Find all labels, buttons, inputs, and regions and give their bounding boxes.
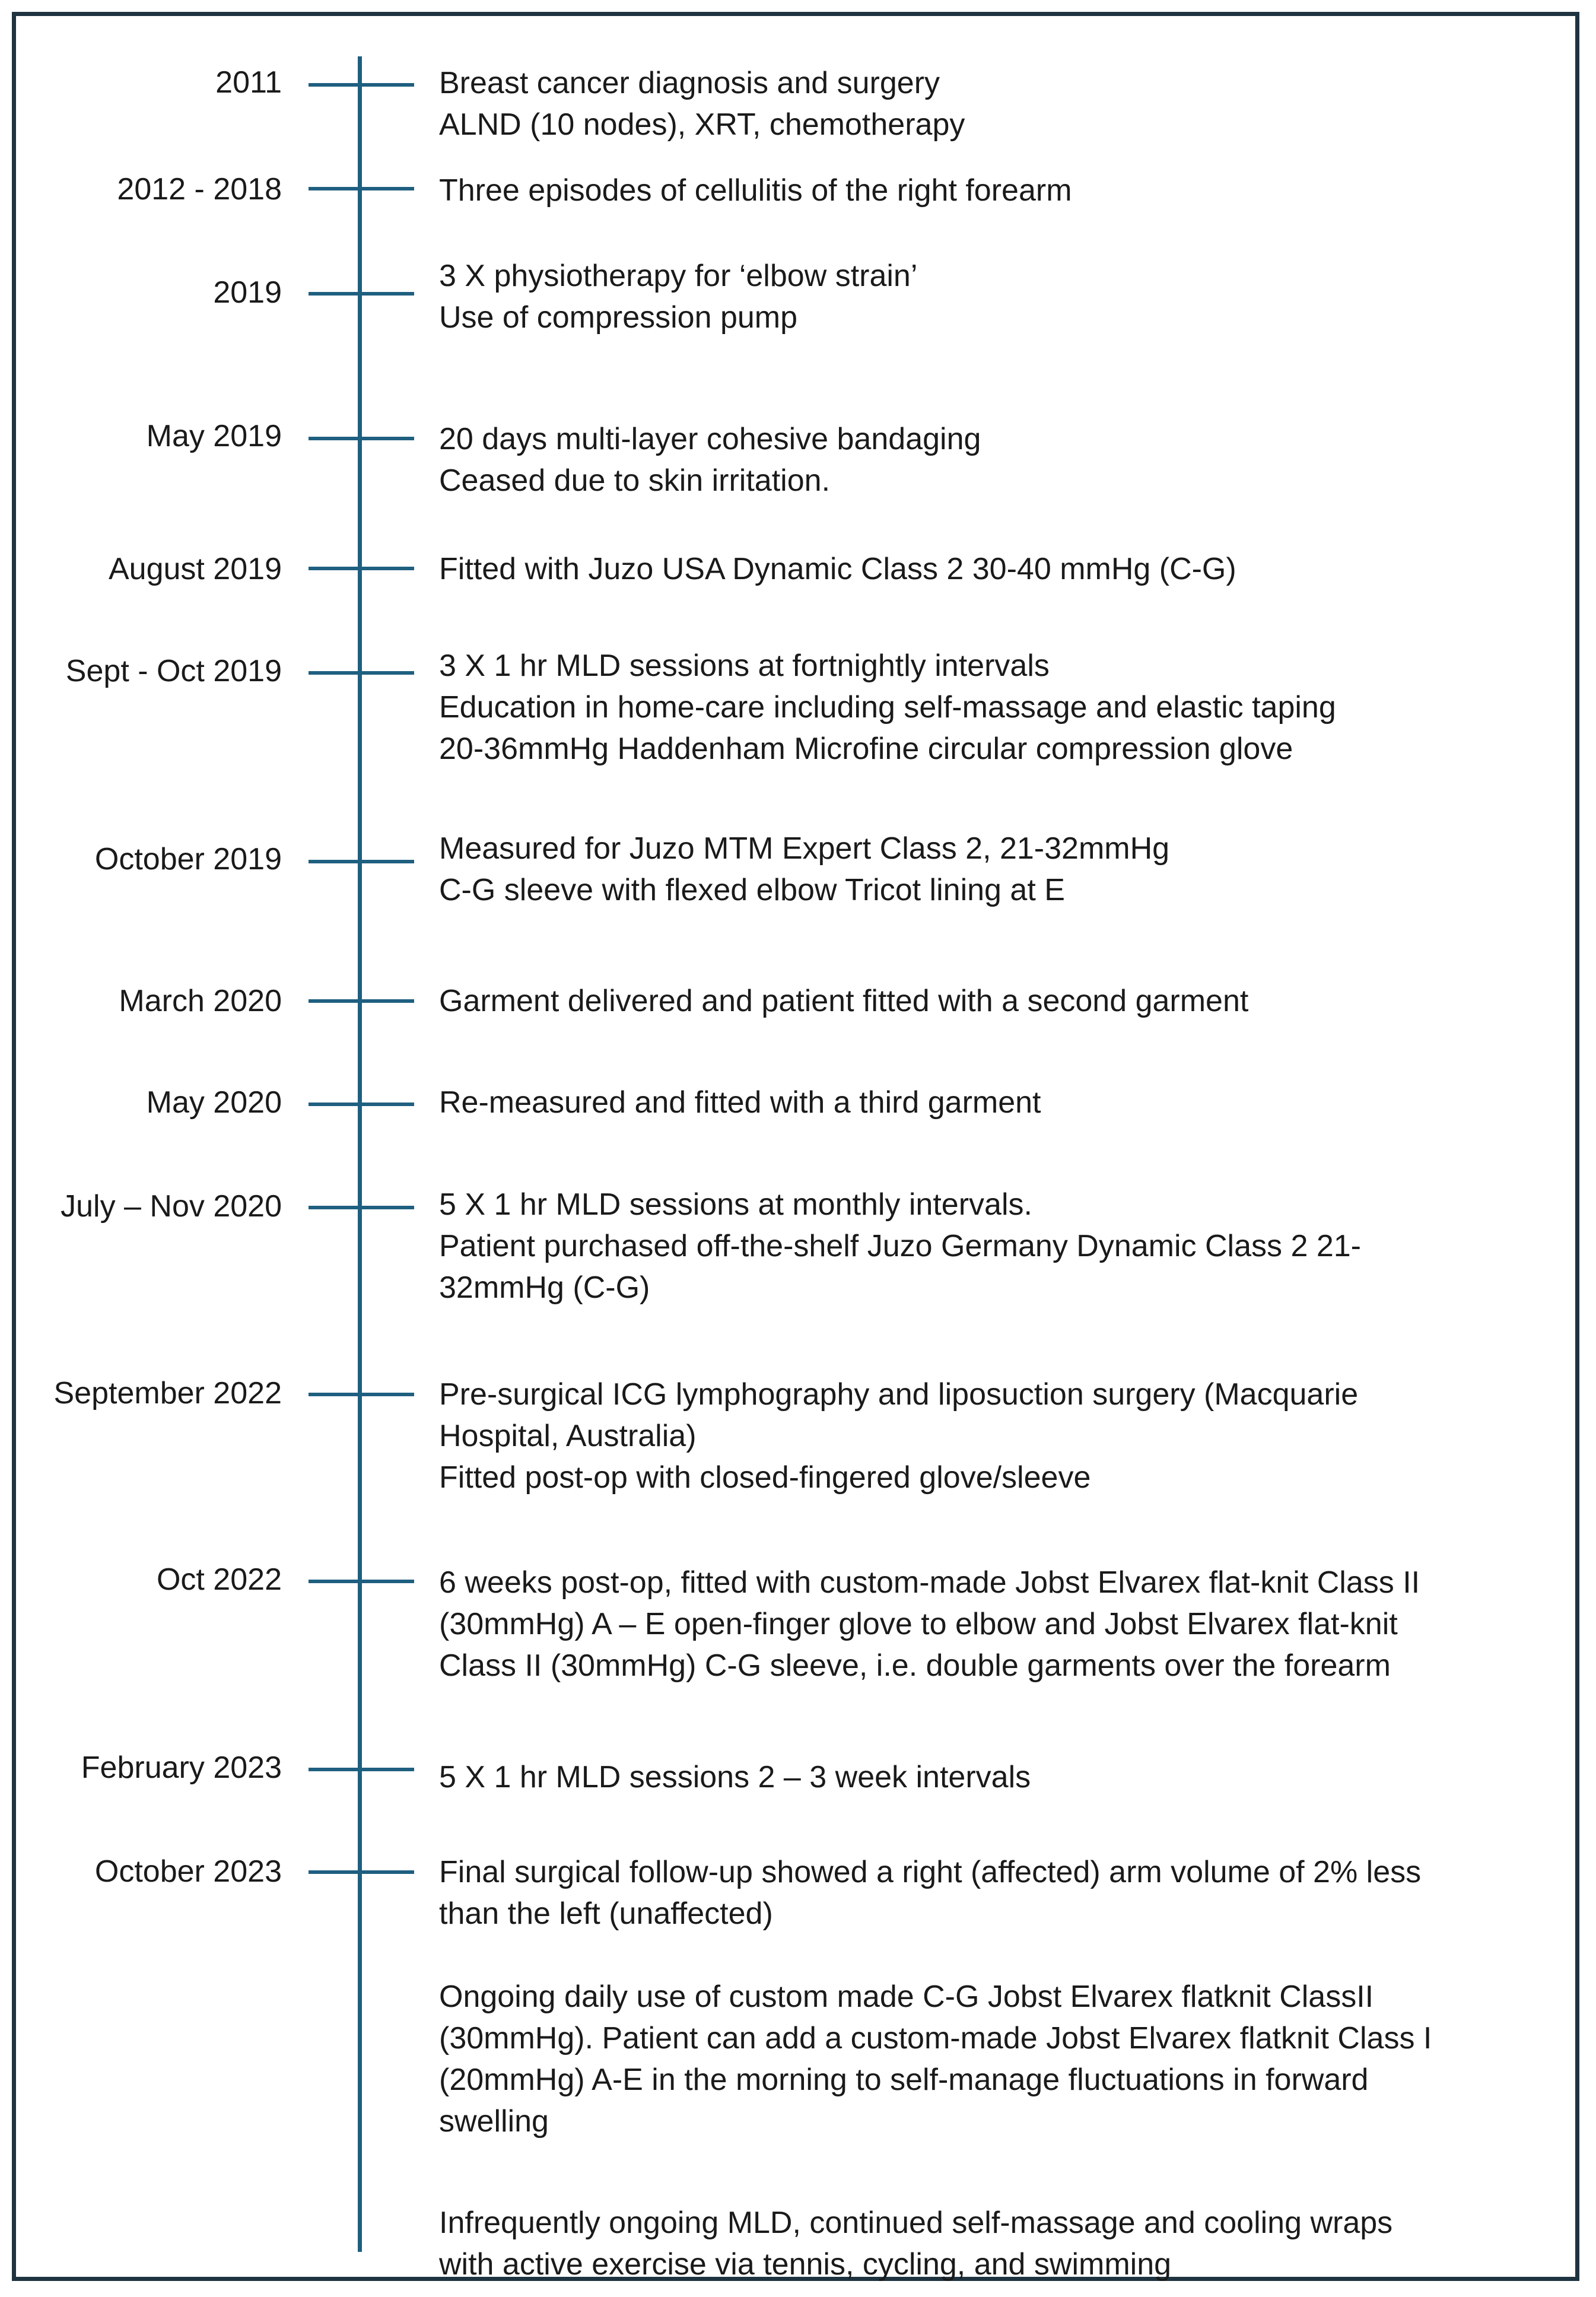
timeline-tick — [309, 187, 414, 190]
event-description — [439, 645, 1543, 770]
timeline-tick — [309, 671, 414, 675]
timeline-tick — [309, 1580, 414, 1583]
event-date: August 2019 — [108, 552, 282, 586]
event-date: Oct 2022 — [156, 1562, 282, 1597]
ongoing-note — [439, 1976, 1543, 2142]
event-date: 2012 - 2018 — [117, 172, 282, 206]
timeline-tick — [309, 83, 414, 87]
event-date: July – Nov 2020 — [61, 1189, 282, 1224]
event-line: 3 X physiotherapy for ‘elbow strain’ — [439, 259, 918, 293]
ongoing-line: Ongoing daily use of custom made C-G Jobst Elvarex flatknit ClassII — [439, 1980, 1374, 2014]
event-line: Ceased due to skin irritation. — [439, 463, 831, 498]
event-description — [439, 418, 1543, 501]
event-line: Pre-surgical ICG lymphography and liposuction surgery (Macquarie — [439, 1377, 1359, 1412]
event-date: October 2023 — [94, 1854, 282, 1889]
event-line: 32mmHg (C-G) — [439, 1270, 650, 1305]
event-description — [439, 828, 1543, 911]
event-description — [439, 255, 1543, 338]
event-description — [439, 62, 1543, 145]
event-description — [439, 980, 1543, 1022]
ongoing-line: (20mmHg) A-E in the morning to self-manage fluctuations in forward — [439, 2063, 1369, 2097]
event-line: (30mmHg) A – E open-finger glove to elbow and Jobst Elvarex flat-knit — [439, 1607, 1398, 1641]
event-date: May 2020 — [146, 1085, 282, 1120]
event-date: February 2023 — [81, 1750, 282, 1785]
event-line: Fitted post-op with closed-fingered glove/sleeve — [439, 1460, 1091, 1495]
event-date: September 2022 — [53, 1376, 282, 1410]
ongoing-line: swelling — [439, 2104, 549, 2139]
event-description — [439, 1184, 1543, 1308]
event-line: Measured for Juzo MTM Expert Class 2, 21-32mmHg — [439, 831, 1170, 866]
event-line: Final surgical follow-up showed a right (affected) arm volume of 2% less — [439, 1855, 1422, 1889]
timeline-tick — [309, 1768, 414, 1771]
event-description — [439, 1374, 1543, 1498]
event-description — [439, 548, 1543, 590]
ongoing-line: (30mmHg). Patient can add a custom-made Jobst Elvarex flatknit Class I — [439, 2021, 1432, 2055]
timeline-tick — [309, 1103, 414, 1106]
event-line: Use of compression pump — [439, 300, 798, 335]
timeline-tick — [309, 567, 414, 570]
event-line: 5 X 1 hr MLD sessions 2 – 3 week intervals — [439, 1760, 1031, 1794]
event-line: 5 X 1 hr MLD sessions at monthly intervals. — [439, 1187, 1032, 1222]
event-line: Patient purchased off-the-shelf Juzo Germany Dynamic Class 2 21- — [439, 1229, 1361, 1263]
event-line: Three episodes of cellulitis of the right forearm — [439, 173, 1072, 208]
timeline-tick — [309, 999, 414, 1003]
event-date: 2019 — [213, 275, 282, 310]
event-line: 20 days multi-layer cohesive bandaging — [439, 422, 981, 456]
event-description — [439, 1082, 1543, 1123]
event-date: October 2019 — [94, 842, 282, 876]
timeline-tick — [309, 1870, 414, 1874]
event-line: Re-measured and fitted with a third garment — [439, 1085, 1041, 1120]
event-line: 6 weeks post-op, fitted with custom-made Jobst Elvarex flat-knit Class II — [439, 1565, 1420, 1600]
event-date: 2011 — [215, 65, 282, 100]
event-description — [439, 170, 1543, 211]
event-line: Fitted with Juzo USA Dynamic Class 2 30-40 mmHg (C-G) — [439, 552, 1236, 586]
timeline-tick — [309, 860, 414, 863]
ongoing-line: with active exercise via tennis, cycling, and swimming — [439, 2247, 1172, 2282]
event-date: May 2019 — [146, 419, 282, 453]
event-description — [439, 1756, 1543, 1798]
figure-frame — [12, 12, 1579, 2281]
event-line: ALND (10 nodes), XRT, chemotherapy — [439, 107, 965, 142]
event-line: Education in home-care including self-massage and elastic taping — [439, 690, 1336, 725]
timeline-tick — [309, 1206, 414, 1209]
event-description — [439, 1851, 1543, 1934]
event-line: 3 X 1 hr MLD sessions at fortnightly intervals — [439, 649, 1050, 683]
event-line: Breast cancer diagnosis and surgery — [439, 66, 940, 100]
timeline-tick — [309, 292, 414, 296]
event-line: Hospital, Australia) — [439, 1419, 697, 1453]
timeline-axis — [358, 56, 362, 2252]
timeline-tick — [309, 437, 414, 440]
event-line: than the left (unaffected) — [439, 1896, 773, 1931]
event-line: Class II (30mmHg) C-G sleeve, i.e. double garments over the forearm — [439, 1648, 1391, 1683]
event-date: March 2020 — [119, 984, 282, 1018]
event-description — [439, 1562, 1543, 1686]
event-date: Sept - Oct 2019 — [65, 654, 282, 688]
ongoing-note — [439, 2202, 1543, 2285]
timeline-tick — [309, 1393, 414, 1396]
event-line: C-G sleeve with flexed elbow Tricot lining at E — [439, 873, 1065, 907]
event-line: Garment delivered and patient fitted with a second garment — [439, 984, 1249, 1018]
ongoing-line: Infrequently ongoing MLD, continued self-massage and cooling wraps — [439, 2206, 1393, 2240]
event-line: 20-36mmHg Haddenham Microfine circular compression glove — [439, 732, 1293, 766]
